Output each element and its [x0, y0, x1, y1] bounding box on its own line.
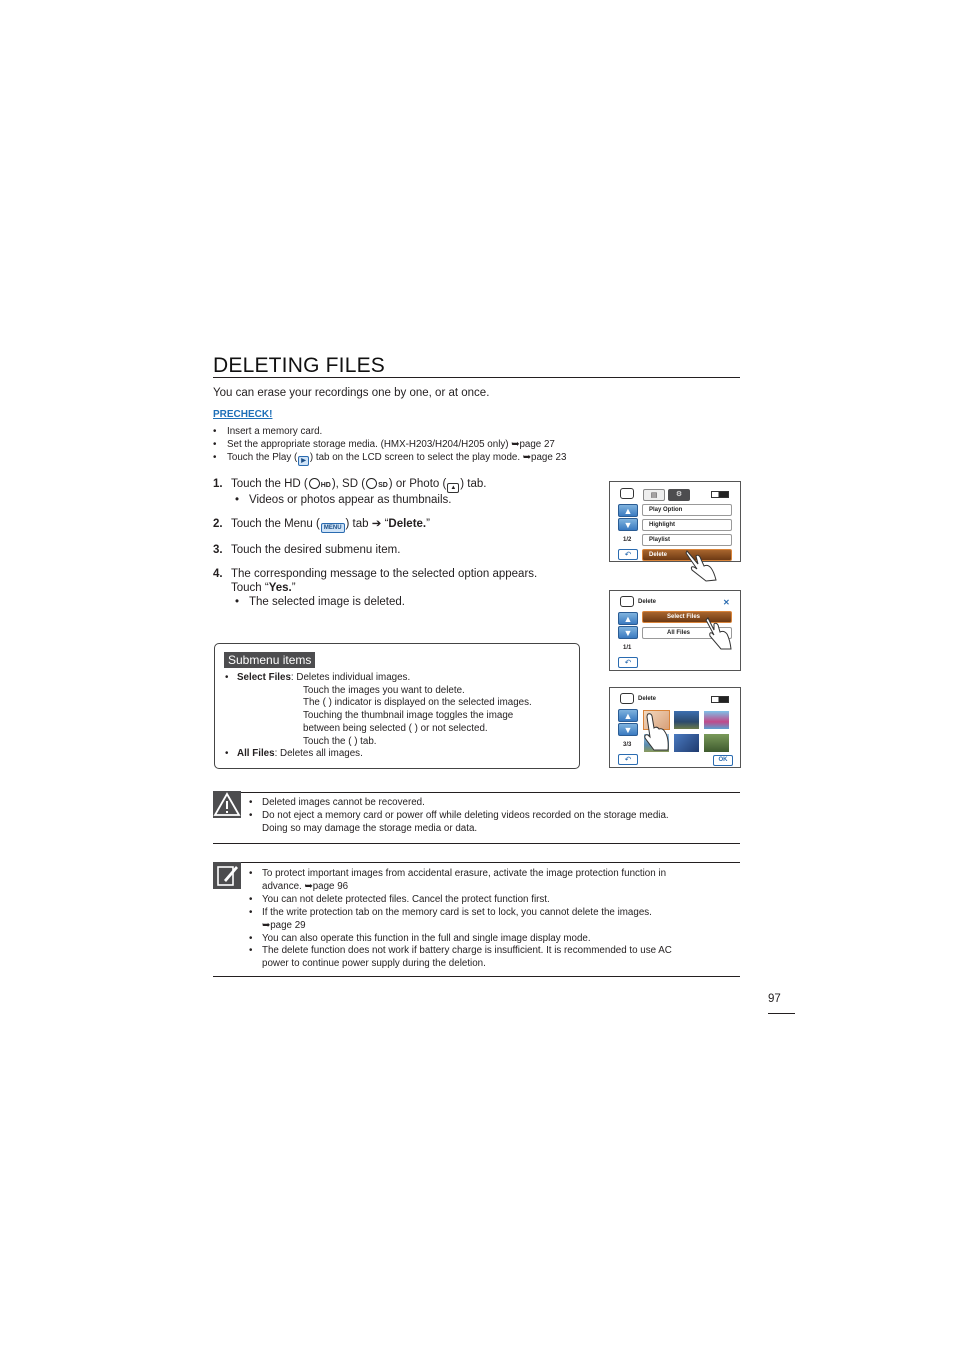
- step-2: 2. Touch the Menu ( MENU ) tab ➔ “Delete.”: [213, 518, 430, 531]
- touch-hand-icon: [684, 548, 720, 582]
- play-mode-icon: [620, 488, 634, 499]
- scroll-up-button[interactable]: ▲: [618, 612, 638, 625]
- menu-item-all-files[interactable]: All Files: [642, 627, 732, 639]
- menu-item-select-files[interactable]: Select Files: [642, 611, 732, 623]
- menu-tab-icon: MENU: [321, 523, 345, 533]
- thumbnail[interactable]: [703, 733, 730, 753]
- list-item: • You can not delete protected files. Cancel the protect function first.: [248, 894, 728, 907]
- precheck-list: [213, 425, 733, 466]
- menu-item-highlight[interactable]: Highlight: [642, 519, 732, 531]
- battery-icon: [711, 491, 729, 498]
- scroll-down-button[interactable]: ▼: [618, 518, 638, 531]
- sd-tab-icon: SD: [366, 478, 388, 493]
- submenu-title: Submenu items: [224, 652, 315, 668]
- menu-item-playlist[interactable]: Playlist: [642, 534, 732, 546]
- back-button[interactable]: ↶: [618, 549, 638, 560]
- hd-tab-icon: HD: [309, 478, 331, 493]
- ok-button[interactable]: OK: [713, 755, 733, 766]
- intro-text: You can erase your recordings one by one, or at once.: [213, 387, 490, 399]
- steps-list: [213, 477, 593, 618]
- play-mode-icon: [620, 596, 634, 607]
- notes-list: • To protect important images from accidental erasure, activate the image protection function in advance. ➥page 96 • You can not delete protected files. Cancel the protect function first. • If the write protection tab on the memory card is set to lock, you cannot delete the images. ➥page 29 • You can also operate this function in the full and single image display mode. • The delete function does not work if battery charge is insufficient. It is recommended to use AC power to continue power supply during the deletion.: [248, 868, 728, 971]
- play-mode-icon: [620, 693, 634, 704]
- notes-bottom-rule: [213, 976, 740, 977]
- warning-top-rule: [213, 792, 740, 793]
- back-button[interactable]: ↶: [618, 754, 638, 765]
- list-item: • Select Files: Deletes individual images.: [224, 672, 574, 685]
- scroll-down-button[interactable]: ▼: [618, 626, 638, 639]
- step-3: 3. Touch the desired submenu item.: [213, 544, 401, 556]
- touch-hand-icon: [642, 712, 672, 752]
- list-item: • To protect important images from accidental erasure, activate the image protection function in: [248, 868, 728, 881]
- photo-tab-icon: ▲: [447, 483, 459, 493]
- warning-bottom-rule: [213, 843, 740, 844]
- touch-hand-icon: [704, 616, 734, 650]
- notes-top-rule: [213, 862, 740, 863]
- precheck-label: PRECHECK!: [213, 409, 273, 420]
- page-indicator: 3/3: [623, 742, 632, 748]
- step-4: 4. The corresponding message to the selected option appears. Touch “Yes.” • The selected image is deleted.: [213, 567, 593, 609]
- play-tab-icon: ▶: [298, 456, 309, 466]
- page-title: DELETING FILES: [213, 354, 386, 377]
- scroll-up-button[interactable]: ▲: [618, 504, 638, 517]
- note-icon: [213, 862, 241, 889]
- list-item: • You can also operate this function in the full and single image display mode.: [248, 933, 728, 946]
- submenu-body: • Select Files: Deletes individual images. Touch the images you want to delete. The ( ) indicator is displayed on the selected images. Touching the thumbnail image toggles the image between being selected ( ) or not selected. Touch the ( ) tab. • All Files: Deletes all images.: [224, 672, 574, 761]
- close-icon[interactable]: ✕: [723, 598, 730, 607]
- page-indicator: 1/2: [623, 537, 632, 543]
- thumbnail[interactable]: [673, 710, 700, 730]
- page-number-rule: [768, 1013, 795, 1014]
- warning-icon: [213, 791, 241, 818]
- step-4-note: • The selected image is deleted.: [231, 595, 593, 609]
- screen-header: Delete: [638, 696, 657, 702]
- list-item: • Do not eject a memory card or power off while deleting videos recorded on the storage media.: [248, 810, 728, 823]
- menu-tab[interactable]: ▤: [643, 489, 665, 501]
- page-number: 97: [768, 993, 781, 1005]
- list-item: • The delete function does not work if battery charge is insufficient. It is recommended to use AC: [248, 945, 728, 958]
- page-indicator: 1/1: [623, 645, 632, 651]
- menu-item-delete[interactable]: Delete: [642, 549, 732, 561]
- list-item: • Touch the Play ( ▶ ) tab on the LCD screen to select the play mode. ➥page 23: [213, 451, 733, 466]
- screen-header: Delete: [638, 599, 657, 605]
- menu-item-play-option[interactable]: Play Option: [642, 504, 732, 516]
- battery-icon: [711, 696, 729, 703]
- list-item-continued: Doing so may damage the storage media or data.: [262, 822, 478, 834]
- list-item: • All Files: Deletes all images.: [224, 748, 574, 761]
- list-item: • Insert a memory card.: [213, 425, 733, 438]
- back-button[interactable]: ↶: [618, 657, 638, 668]
- lcd-screen-thumbnails: [609, 687, 741, 768]
- list-item: • If the write protection tab on the memory card is set to lock, you cannot delete the images.: [248, 907, 728, 920]
- scroll-down-button[interactable]: ▼: [618, 723, 638, 736]
- thumbnail[interactable]: [703, 710, 730, 730]
- step-1: 1. Touch the HD ( HD), SD ( SD) or Photo ( ▲ ) tab. • Videos or photos appear as thumbnails.: [213, 477, 593, 507]
- warning-list: [248, 797, 728, 836]
- list-item: • Set the appropriate storage media. (HMX-H203/H204/H205 only) ➥page 27: [213, 438, 733, 451]
- lcd-screen-menu: [609, 481, 741, 562]
- step-1-note: • Videos or photos appear as thumbnails.: [231, 493, 593, 507]
- list-item: • Deleted images cannot be recovered.: [248, 797, 728, 810]
- scroll-up-button[interactable]: ▲: [618, 709, 638, 722]
- title-divider: [213, 377, 740, 378]
- settings-tab[interactable]: ⚙: [668, 489, 690, 501]
- thumbnail[interactable]: [673, 733, 700, 753]
